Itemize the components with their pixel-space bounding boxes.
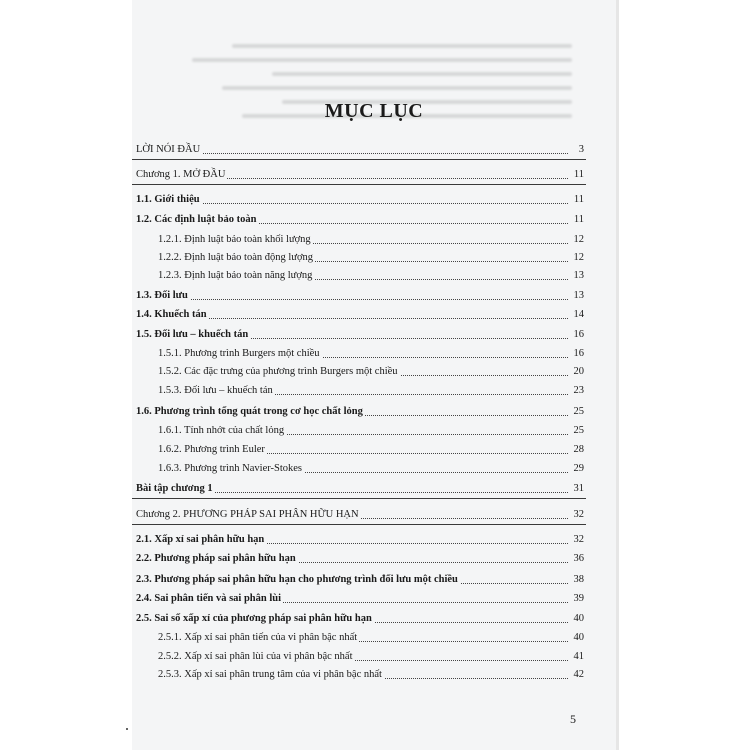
toc-entry-title: 2.3. Phương pháp sai phân hữu hạn cho phương trình đối lưu một chiều <box>136 572 460 588</box>
toc-entry-title: 2.5.2. Xấp xỉ sai phân lùi của vi phân bậc nhất <box>158 649 355 665</box>
toc-entry-page: 12 <box>573 252 584 263</box>
toc-entry-page: 32 <box>573 534 584 545</box>
toc-entry-title: 1.5. Đối lưu – khuếch tán <box>136 327 250 343</box>
toc-entry <box>132 532 616 548</box>
toc-entry-page: 20 <box>573 366 584 377</box>
toc-entry-page: 11 <box>573 169 584 180</box>
toc-entry-page: 32 <box>573 509 584 520</box>
toc-entry-page: 31 <box>573 483 584 494</box>
toc-entry <box>132 383 616 399</box>
toc-entry-page: 11 <box>573 194 584 205</box>
toc-entry <box>132 442 616 458</box>
page-number: 5 <box>570 712 576 726</box>
toc-entry-title: 1.2. Các định luật bảo toàn <box>136 212 258 228</box>
toc-entry <box>132 461 616 477</box>
toc-entry-title: 2.4. Sai phân tiến và sai phân lùi <box>136 591 283 607</box>
toc-entry <box>132 667 616 683</box>
toc-entry-page: 36 <box>573 553 584 564</box>
toc-entry-title: 1.5.3. Đối lưu – khuếch tán <box>158 383 275 399</box>
document-page <box>132 0 616 750</box>
toc-entry-title: 2.2. Phương pháp sai phân hữu hạn <box>136 551 298 567</box>
toc-entry-page: 13 <box>573 290 584 301</box>
toc-entry <box>132 167 616 183</box>
toc-entry <box>132 212 616 228</box>
toc-entry <box>132 611 616 627</box>
toc-entry <box>132 268 616 284</box>
toc-entry-title: 1.6.3. Phương trình Navier-Stokes <box>158 461 304 477</box>
toc-entry <box>132 404 616 420</box>
toc-entry <box>132 250 616 266</box>
toc-entry <box>132 591 616 607</box>
toc-entry-page: 28 <box>573 444 584 455</box>
page-title: MỤC LỤC <box>324 100 424 122</box>
toc-entry-title: 1.6.2. Phương trình Euler <box>158 442 267 458</box>
toc-entry <box>132 142 616 158</box>
toc-entry <box>132 507 616 523</box>
toc-entry <box>132 649 616 665</box>
toc-entry-title: Chương 1. MỞ ĐẦU <box>136 167 227 183</box>
section-divider <box>132 184 586 185</box>
toc-entry-page: 16 <box>573 329 584 340</box>
toc-entry-title: 2.5.3. Xấp xỉ sai phân trung tâm của vi phân bậc nhất <box>158 667 384 683</box>
toc-entry <box>132 572 616 588</box>
toc-entry <box>132 327 616 343</box>
scan-speck <box>126 728 128 730</box>
toc-entry-page: 39 <box>573 593 584 604</box>
toc-entry <box>132 346 616 362</box>
page-edge-shadow <box>616 0 619 750</box>
table-of-contents <box>132 0 616 750</box>
dot-leader <box>140 153 568 154</box>
dot-leader <box>140 299 568 300</box>
toc-entry <box>132 192 616 208</box>
toc-entry-page: 40 <box>573 613 584 624</box>
toc-entry-title: 1.1. Giới thiệu <box>136 192 202 208</box>
toc-entry-title: 1.6. Phương trình tổng quát trong cơ học chất lỏng <box>136 404 365 420</box>
toc-entry-page: 16 <box>573 348 584 359</box>
toc-entry-title: 1.2.2. Định luật bảo toàn động lượng <box>158 250 315 266</box>
dot-leader <box>140 203 568 204</box>
toc-entry <box>132 364 616 380</box>
toc-entry-page: 41 <box>573 651 584 662</box>
toc-entry-page: 25 <box>573 406 584 417</box>
toc-entry-page: 25 <box>573 425 584 436</box>
toc-entry-page: 14 <box>573 309 584 320</box>
toc-entry-page: 29 <box>573 463 584 474</box>
toc-entry-title: 2.1. Xấp xỉ sai phân hữu hạn <box>136 532 266 548</box>
toc-entry-title: 1.2.3. Định luật bảo toàn năng lượng <box>158 268 314 284</box>
toc-entry-page: 40 <box>573 632 584 643</box>
toc-entry-title: 1.2.1. Định luật bảo toàn khối lượng <box>158 232 313 248</box>
section-divider <box>132 159 586 160</box>
toc-entry-page: 42 <box>573 669 584 680</box>
toc-entry-page: 11 <box>573 214 584 225</box>
toc-entry-page: 3 <box>578 144 584 155</box>
toc-entry-title: 1.5.1. Phương trình Burgers một chiều <box>158 346 322 362</box>
toc-entry <box>132 481 616 497</box>
toc-entry <box>132 288 616 304</box>
toc-entry <box>132 232 616 248</box>
toc-entry-page: 13 <box>573 270 584 281</box>
toc-entry-title: 1.3. Đối lưu <box>136 288 190 304</box>
toc-entry-title: 2.5. Sai số xấp xỉ của phương pháp sai phân hữu hạn <box>136 611 374 627</box>
toc-entry-title: 1.5.2. Các đặc trưng của phương trình Burgers một chiều <box>158 364 400 380</box>
toc-entry <box>132 630 616 646</box>
toc-entry-page: 38 <box>573 574 584 585</box>
toc-entry-title: 1.6.1. Tính nhớt của chất lỏng <box>158 423 286 439</box>
toc-entry <box>132 551 616 567</box>
toc-entry-title: Chương 2. PHƯƠNG PHÁP SAI PHÂN HỮU HẠN <box>136 507 361 523</box>
toc-entry-title: 1.4. Khuếch tán <box>136 307 209 323</box>
section-divider <box>132 498 586 499</box>
toc-entry-title: Bài tập chương 1 <box>136 481 215 497</box>
toc-entry-page: 23 <box>573 385 584 396</box>
toc-entry-page: 12 <box>573 234 584 245</box>
toc-entry-title: LỜI NÓI ĐẦU <box>136 142 202 158</box>
toc-entry <box>132 423 616 439</box>
section-divider <box>132 524 586 525</box>
toc-entry-title: 2.5.1. Xấp xỉ sai phân tiến của vi phân bậc nhất <box>158 630 359 646</box>
toc-entry <box>132 307 616 323</box>
